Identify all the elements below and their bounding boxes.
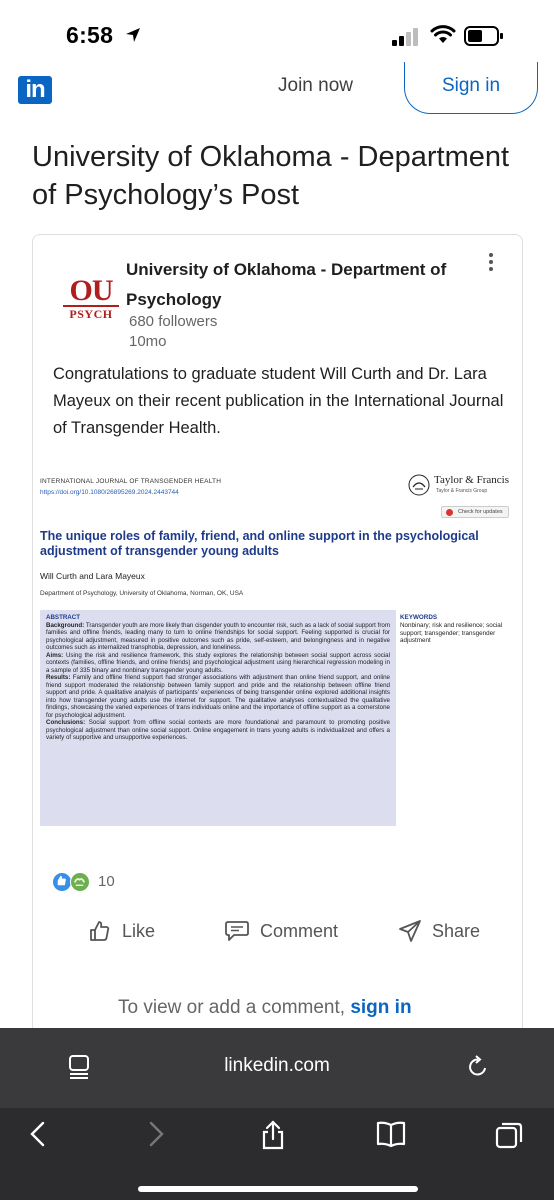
publisher-name: Taylor & Francis xyxy=(434,474,509,486)
address-bar[interactable] xyxy=(0,1028,554,1108)
publisher-group: Taylor & Francis Group xyxy=(436,488,488,494)
share-label: Share xyxy=(432,920,481,941)
article-title: The unique roles of family, friend, and online support in the psychological adjustment of transgender young adults xyxy=(40,529,479,558)
keywords-heading: KEYWORDS xyxy=(400,614,438,621)
status-time: 6:58 xyxy=(66,22,114,48)
article-preview-image[interactable] xyxy=(38,470,514,834)
publisher-logo xyxy=(408,474,508,498)
publisher-emblem-icon xyxy=(408,474,430,496)
bookmarks-icon[interactable] xyxy=(375,1120,407,1148)
like-button[interactable] xyxy=(88,914,155,948)
abstract-results-text: Family and offline friend support had stronger associations with adjustment than online friend support, and online friend support moderated the relationship between family support and pride and the relationship between offline friend support and pride. A qualitative analysis of participants’ experiences of being transgender online explored additional insights into how transgender young adults use the internet for support. The qualitative analyses contextualized the qualitative findings, showcasing the varied experiences of trans individuals online and the importance of offline support as a cornerstone for psychological adjustment. xyxy=(46,674,390,719)
check-updates-label: Check for updates xyxy=(458,509,503,515)
reaction-count: 10 xyxy=(98,873,115,890)
url-text[interactable]: linkedin.com xyxy=(224,1055,330,1076)
site-header xyxy=(0,62,554,124)
browser-toolbar xyxy=(0,1028,554,1200)
linkedin-logo[interactable]: in xyxy=(18,76,52,104)
share-button[interactable] xyxy=(398,914,480,948)
comment-icon xyxy=(224,919,250,943)
abstract-results xyxy=(46,674,390,719)
abstract-aims-text: Using the risk and resilience framework, this study explores the relationship between social support across social contexts (families, offline friends, and online friends) and psychological adjustment using hierarchical regression modeling in a sample of 335 binary and nonbinary transgender young adults. xyxy=(46,651,390,674)
share-icon xyxy=(398,919,422,943)
signal-icon xyxy=(392,28,420,46)
post-author-name[interactable]: University of Oklahoma - Department of Psychology xyxy=(126,260,447,309)
article-abstract xyxy=(40,610,396,826)
org-logo[interactable] xyxy=(63,274,119,321)
thumbs-up-icon xyxy=(88,919,112,943)
check-for-updates-badge xyxy=(441,506,509,518)
comment-sign-in-link[interactable]: sign in xyxy=(350,997,412,1018)
abstract-background-label: Background: xyxy=(46,621,85,629)
article-keywords xyxy=(400,614,512,645)
battery-icon xyxy=(464,26,504,46)
abstract-background-text: Transgender youth are more likely than cisgender youth to encounter risk, such as a lack of social support from families and offline friends, leading many to turn to online friendships for social support. Feeling supported is crucial for psychological adjustment, measured in positive outcomes such as pride, self-esteem, and belongingness and in negative outcomes such as internalized transphobia, depression, and loneliness. xyxy=(46,621,390,651)
post-text: Congratulations to graduate student Will Curth and Dr. Lara Mayeux on their recent publication in the International Journal of Transgender Health. xyxy=(53,365,504,437)
reload-icon[interactable] xyxy=(466,1054,490,1080)
org-logo-ou: OU xyxy=(69,274,113,307)
abstract-conclusions xyxy=(46,719,390,742)
like-label: Like xyxy=(122,920,156,941)
abstract-conclusions-text: Social support from offline social contexts are more foundational and paramount to promoting positive psychological adjustment than online social support. Online engagement in trans young adults is individualized and offers a variety of supportive and unsupportive experiences. xyxy=(46,719,390,741)
join-now-link[interactable]: Join now xyxy=(278,75,353,96)
abstract-aims-label: Aims: xyxy=(46,651,64,659)
more-options-icon[interactable] xyxy=(485,251,497,273)
abstract-conclusions-label: Conclusions: xyxy=(46,719,86,726)
journal-name: INTERNATIONAL JOURNAL OF TRANSGENDER HEALTH xyxy=(40,478,222,485)
back-icon[interactable] xyxy=(28,1120,48,1148)
share-sheet-icon[interactable] xyxy=(260,1120,286,1150)
article-affiliation: Department of Psychology, University of Oklahoma, Norman, OK, USA xyxy=(40,590,244,597)
sign-in-button[interactable]: Sign in xyxy=(404,62,538,114)
org-logo-psych: PSYCH xyxy=(63,305,119,321)
check-updates-icon xyxy=(446,509,453,516)
location-arrow-icon xyxy=(124,26,142,44)
page-title: University of Oklahoma - Department of Psychology’s Post xyxy=(32,141,510,211)
browser-nav-row xyxy=(0,1108,554,1168)
home-indicator xyxy=(138,1186,418,1192)
post-age: 10mo xyxy=(129,333,167,350)
support-reaction-icon xyxy=(70,872,90,892)
article-authors: Will Curth and Lara Mayeux xyxy=(40,571,145,581)
like-reaction-icon xyxy=(52,872,72,892)
article-doi: https://doi.org/10.1080/26895269.2024.2443744 xyxy=(40,489,179,496)
view-comment-prompt xyxy=(118,997,412,1019)
comment-button[interactable] xyxy=(224,914,338,948)
view-comment-text: To view or add a comment, xyxy=(118,997,346,1018)
abstract-background xyxy=(46,622,390,652)
abstract-aims xyxy=(46,652,390,675)
tabs-icon[interactable] xyxy=(494,1120,524,1150)
wifi-icon xyxy=(430,24,456,44)
keywords-text: Nonbinary; risk and resilience; social support; transgender; transgender adjustment xyxy=(400,621,503,645)
abstract-heading: ABSTRACT xyxy=(46,614,81,621)
abstract-results-label: Results: xyxy=(46,674,71,681)
comment-label: Comment xyxy=(260,920,339,941)
follower-count: 680 followers xyxy=(129,313,218,330)
forward-icon[interactable] xyxy=(146,1120,166,1148)
